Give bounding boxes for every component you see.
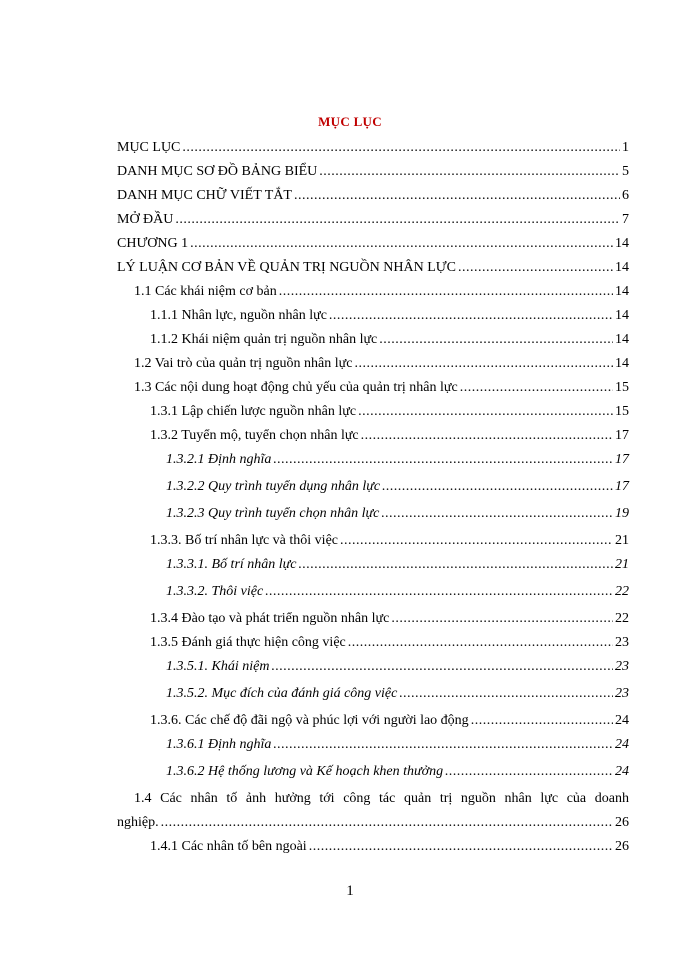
toc-entry-page: 7 (622, 212, 629, 227)
toc-leader (273, 452, 613, 468)
toc-entry-page: 26 (615, 815, 629, 830)
toc-entry-text: 1.3.3.2. Thôi việc (166, 584, 264, 599)
toc-leader (382, 479, 613, 495)
toc-entry-text: 1.3.1 Lập chiến lược nguồn nhân lực (150, 404, 357, 419)
toc-entry[interactable] (166, 557, 629, 573)
toc-entry-text: 1.1.2 Khái niệm quản trị nguồn nhân lực (150, 332, 378, 347)
toc-leader (294, 188, 620, 204)
toc-entry-text: 1.1 Các khái niệm cơ bản (134, 284, 277, 299)
toc-entry-text: 1.3.6.1 Định nghĩa (166, 737, 272, 752)
toc-entry[interactable] (166, 452, 629, 468)
toc-entry-text: 1.3.2.1 Định nghĩa (166, 452, 272, 467)
toc-entry-text: 1.3.6.2 Hệ thống lương và Kế hoạch khen thưởng (166, 764, 444, 779)
toc-entry-text: 1.3.2.2 Quy trình tuyển dụng nhân lực (166, 479, 381, 494)
toc-entry[interactable] (150, 635, 629, 651)
toc-entry[interactable] (117, 212, 629, 228)
toc-leader (361, 428, 613, 444)
toc-entry[interactable] (150, 611, 629, 627)
toc-entry-page: 17 (615, 452, 629, 467)
toc-leader (299, 557, 613, 573)
toc-leader (279, 284, 613, 300)
toc-leader (161, 815, 613, 831)
toc-entry[interactable] (117, 236, 629, 252)
toc-entry-text: 1.2 Vai trò của quản trị nguồn nhân lực (134, 356, 353, 371)
toc-entry-page: 14 (615, 308, 629, 323)
toc-entry-page: 14 (615, 284, 629, 299)
toc-entry[interactable] (117, 815, 629, 831)
toc-entry-text: 1.3.5.2. Mục đích của đánh giá công việc (166, 686, 398, 701)
toc-entry-text: 1.3.4 Đào tạo và phát triển nguồn nhân lực (150, 611, 390, 626)
toc-entry-page: 22 (615, 611, 629, 626)
toc-entry-page: 24 (615, 713, 629, 728)
toc-leader (319, 164, 620, 180)
toc-entry-page: 14 (615, 260, 629, 275)
toc-entry-text: 1.3.5 Đánh giá thực hiện công việc (150, 635, 346, 650)
toc-entry-text: nghiệp. (117, 815, 159, 830)
toc-entry[interactable] (134, 356, 629, 372)
toc-entry-page: 26 (615, 839, 629, 854)
toc-entry[interactable] (166, 764, 629, 780)
toc-entry[interactable] (166, 737, 629, 753)
toc-entry-multiline-first[interactable]: 1.4 Các nhân tố ảnh hưởng tới công tác quản trị nguồn nhân lực của doanh (134, 791, 629, 806)
toc-entry[interactable] (150, 308, 629, 324)
toc-entry-page: 5 (622, 164, 629, 179)
toc-entry[interactable] (134, 380, 629, 396)
toc-leader (391, 611, 613, 627)
toc-leader (271, 659, 613, 675)
toc-entry-page: 19 (615, 506, 629, 521)
toc-leader (354, 356, 613, 372)
toc-entry-page: 24 (615, 764, 629, 779)
toc-entry-page: 14 (615, 236, 629, 251)
toc-leader (358, 404, 613, 420)
toc-entry-page: 22 (615, 584, 629, 599)
toc-entry-page: 6 (622, 188, 629, 203)
toc-leader (458, 260, 613, 276)
toc-leader (309, 839, 613, 855)
toc-entry-page: 1 (622, 140, 629, 155)
toc-leader (445, 764, 613, 780)
toc-entry-page: 21 (615, 533, 629, 548)
toc-entry[interactable] (166, 686, 629, 702)
toc-entry-text: 1.1.1 Nhân lực, nguồn nhân lực (150, 308, 327, 323)
toc-entry-text: MỞ ĐẦU (117, 212, 174, 227)
toc-entry-text: DANH MỤC SƠ ĐỒ BẢNG BIỂU (117, 164, 318, 179)
toc-entry[interactable] (117, 140, 629, 156)
toc-entry-text: MỤC LỤC (117, 140, 181, 155)
toc-entry[interactable] (117, 260, 629, 276)
toc-entry[interactable] (150, 404, 629, 420)
toc-entry-page: 23 (615, 635, 629, 650)
toc-entry-text: 1.3.3.1. Bố trí nhân lực (166, 557, 297, 572)
toc-leader (182, 140, 620, 156)
toc-entry-text: 1.3.2 Tuyển mộ, tuyển chọn nhân lực (150, 428, 359, 443)
toc-leader (471, 713, 613, 729)
toc-entry-page: 24 (615, 737, 629, 752)
toc-entry-page: 15 (615, 404, 629, 419)
toc-entry-page: 17 (615, 428, 629, 443)
toc-entry-page: 23 (615, 659, 629, 674)
toc-entry-page: 15 (615, 380, 629, 395)
toc-entry-text: CHƯƠNG 1 (117, 236, 189, 251)
toc-entry[interactable] (134, 284, 629, 300)
toc-entry-text: LÝ LUẬN CƠ BẢN VỀ QUẢN TRỊ NGUỒN NHÂN LỰC (117, 260, 456, 275)
toc-leader (460, 380, 613, 396)
toc-entry[interactable] (117, 188, 629, 204)
toc-entry[interactable] (166, 584, 629, 600)
toc-leader (399, 686, 613, 702)
toc-entry[interactable] (150, 713, 629, 729)
toc-leader (175, 212, 620, 228)
toc-leader (381, 506, 613, 522)
toc-leader (348, 635, 613, 651)
toc-entry[interactable] (150, 332, 629, 348)
toc-entry-page: 14 (615, 356, 629, 371)
toc-entry-page: 21 (615, 557, 629, 572)
toc-leader (340, 533, 613, 549)
toc-leader (379, 332, 613, 348)
toc-leader (273, 737, 613, 753)
toc-entry-page: 23 (615, 686, 629, 701)
toc-entry[interactable] (166, 479, 629, 495)
toc-entry-text: 1.3.5.1. Khái niệm (166, 659, 270, 674)
toc-entry-text: 1.3.2.3 Quy trình tuyển chọn nhân lực (166, 506, 380, 521)
toc-entry-text: 1.3.3. Bố trí nhân lực và thôi việc (150, 533, 338, 548)
toc-entry-page: 17 (615, 479, 629, 494)
toc-entry-page: 14 (615, 332, 629, 347)
toc-entry-text: 1.3 Các nội dung hoạt động chủ yếu của quản trị nhân lực (134, 380, 458, 395)
toc-leader (190, 236, 613, 252)
toc-entry[interactable] (117, 164, 629, 180)
toc-entry-text: DANH MỤC CHỮ VIẾT TẮT (117, 188, 292, 203)
toc-entry[interactable] (150, 428, 629, 444)
toc-entry-text: 1.3.6. Các chế độ đãi ngộ và phúc lợi với người lao động (150, 713, 469, 728)
toc-title: MỤC LỤC (318, 114, 382, 129)
page-number: 1 (346, 883, 354, 899)
toc-leader (265, 584, 613, 600)
toc-leader (329, 308, 613, 324)
toc-entry[interactable] (166, 506, 629, 522)
toc-entry[interactable] (166, 659, 629, 675)
toc-entry-text: 1.4.1 Các nhân tố bên ngoài (150, 839, 307, 854)
toc-entry[interactable] (150, 533, 629, 549)
toc-entry[interactable] (150, 839, 629, 855)
